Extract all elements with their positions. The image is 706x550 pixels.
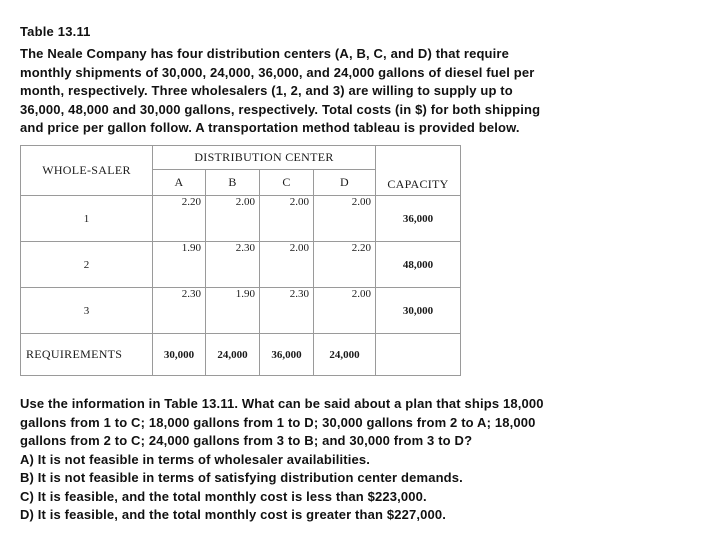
- requirement-cell: 24,000: [206, 334, 260, 376]
- cost-cell: 2.00: [260, 196, 314, 242]
- distribution-center-header: DISTRIBUTION CENTER: [153, 146, 376, 170]
- answer-option-b: B) It is not feasible in terms of satisfying distribution center demands.: [20, 470, 463, 485]
- requirement-cell: 36,000: [260, 334, 314, 376]
- center-header-b: B: [206, 170, 260, 196]
- intro-line: monthly shipments of 30,000, 24,000, 36,000, and 24,000 gallons of diesel fuel per: [20, 64, 535, 80]
- intro-line: and price per gallon follow. A transportation method tableau is provided below.: [20, 120, 520, 135]
- wholesaler-label: 3: [21, 288, 153, 334]
- center-header-a: A: [153, 170, 206, 196]
- table-title: Table 13.11: [20, 24, 91, 39]
- answer-option-a: A) It is not feasible in terms of wholesaler availabilities.: [20, 451, 370, 467]
- cost-cell: 2.30: [206, 242, 260, 288]
- table-row: [21, 196, 461, 242]
- cost-cell: 1.90: [206, 288, 260, 334]
- intro-line: The Neale Company has four distribution centers (A, B, C, and D) that require: [20, 46, 510, 61]
- cost-cell: 1.90: [153, 242, 206, 288]
- question-line: Use the information in Table 13.11. What can be said about a plan that ships 18,000: [20, 396, 544, 411]
- wholesaler-header: WHOLE-SALER: [21, 146, 153, 196]
- cost-cell: 2.20: [314, 242, 376, 288]
- intro-line: 36,000, 48,000 and 30,000 gallons, respectively. Total costs (in $) for both shipping: [20, 101, 541, 117]
- table-row: [21, 288, 461, 334]
- intro-paragraph: [20, 45, 680, 138]
- transportation-tableau: [20, 145, 461, 376]
- question-block: [20, 395, 680, 525]
- requirement-cell: 24,000: [314, 334, 376, 376]
- requirements-row: [21, 334, 461, 376]
- cost-cell: 2.00: [260, 242, 314, 288]
- cost-cell: 2.00: [314, 196, 376, 242]
- cost-cell: 2.20: [153, 196, 206, 242]
- table-row: [21, 242, 461, 288]
- intro-line: month, respectively. Three wholesalers (1, 2, and 3) are willing to supply up to: [20, 83, 513, 98]
- question-line: gallons from 1 to C; 18,000 gallons from 1 to D; 30,000 gallons from 2 to A; 18,000: [20, 414, 536, 430]
- capacity-cell: 48,000: [376, 242, 461, 288]
- empty-cell: [376, 334, 461, 376]
- center-header-d: D: [314, 170, 376, 196]
- question-line: gallons from 2 to C; 24,000 gallons from 3 to B; and 30,000 from 3 to D?: [20, 433, 473, 448]
- cost-cell: 2.30: [260, 288, 314, 334]
- capacity-header: CAPACITY: [376, 146, 461, 196]
- requirements-label: REQUIREMENTS: [21, 334, 153, 376]
- center-header-c: C: [260, 170, 314, 196]
- wholesaler-label: 1: [21, 196, 153, 242]
- capacity-cell: 30,000: [376, 288, 461, 334]
- cost-cell: 2.00: [314, 288, 376, 334]
- requirement-cell: 30,000: [153, 334, 206, 376]
- capacity-cell: 36,000: [376, 196, 461, 242]
- wholesaler-label: 2: [21, 242, 153, 288]
- cost-cell: 2.30: [153, 288, 206, 334]
- answer-option-c: C) It is feasible, and the total monthly cost is less than $223,000.: [20, 488, 427, 504]
- cost-cell: 2.00: [206, 196, 260, 242]
- answer-option-d: D) It is feasible, and the total monthly cost is greater than $227,000.: [20, 507, 447, 522]
